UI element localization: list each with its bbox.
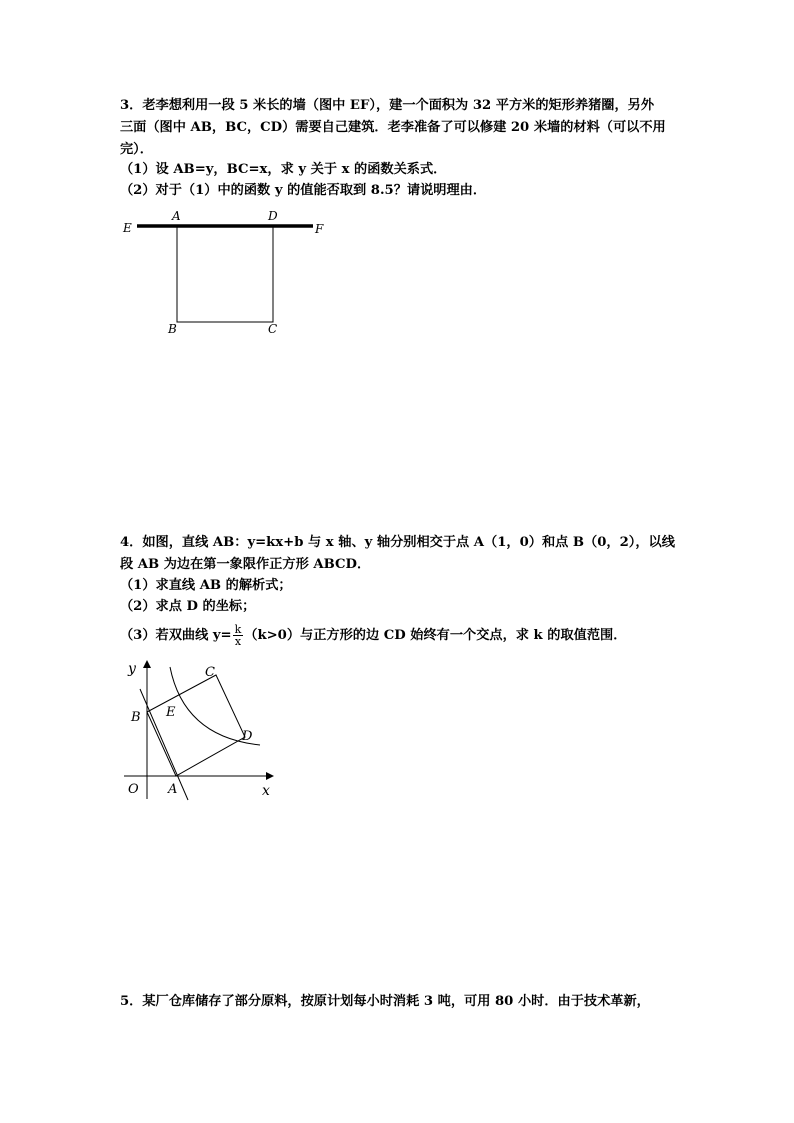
label-c: C [268,322,278,336]
q3-line-1: 3．老李想利用一段 5 米长的墙（图中 EF），建一个面积为 32 平方米的矩形养猪圈，另外 [120,98,655,113]
q3-subquestion-1: （1）设 AB=y，BC=x，求 y 关于 x 的函数关系式． [120,162,447,177]
label-a: A [168,782,178,797]
label-a: A [172,209,181,223]
label-y: y [128,661,136,677]
label-e: E [166,705,176,720]
q3-subquestion-2: （2）对于（1）中的函数 y 的值能否取到 8.5？请说明理由． [120,183,487,198]
label-e: E [123,221,132,235]
fraction-numerator: k [234,623,242,636]
q5-line-1: 5．某厂仓库储存了部分原料，按原计划每小时消耗 3 吨，可用 80 小时．由于技术革新， [120,994,650,1009]
q4-line-1: 4．如图，直线 AB：y=kx+b 与 x 轴、y 轴分别相交于点 A（1，0）和点 B（0，2），以线 [120,535,675,550]
label-o: O [128,782,139,797]
label-f: F [315,222,324,236]
q4-subquestion-2: （2）求点 D 的坐标； [120,599,256,614]
q4-line-2: 段 AB 为边在第一象限作正方形 ABCD． [120,557,371,572]
fraction-denominator: x [234,635,242,648]
rectangle-abcd [177,226,273,322]
q3-line-3: 完）． [120,142,153,157]
q4-sub3-suffix: （k>0）与正方形的边 CD 始终有一个交点，求 k 的取值范围． [244,628,627,643]
q3-rectangle-figure [115,205,335,340]
label-d: D [268,209,278,223]
q4-sub3-prefix: （3）若双曲线 y= [120,628,232,643]
label-c: C [205,665,215,680]
label-b: B [131,710,141,725]
fraction-k-over-x [233,624,244,647]
square-abcd [147,675,245,776]
label-b: B [168,322,177,336]
q4-coordinate-figure [118,655,288,805]
label-x: x [262,783,270,799]
q4-subquestion-3 [120,624,626,647]
label-d: D [242,729,253,744]
q3-line-2: 三面（图中 AB，BC，CD）需要自己建筑．老李准备了可以修建 20 米墙的材料（可以不用 [120,120,666,135]
q4-subquestion-1: （1）求直线 AB 的解析式； [120,578,292,593]
